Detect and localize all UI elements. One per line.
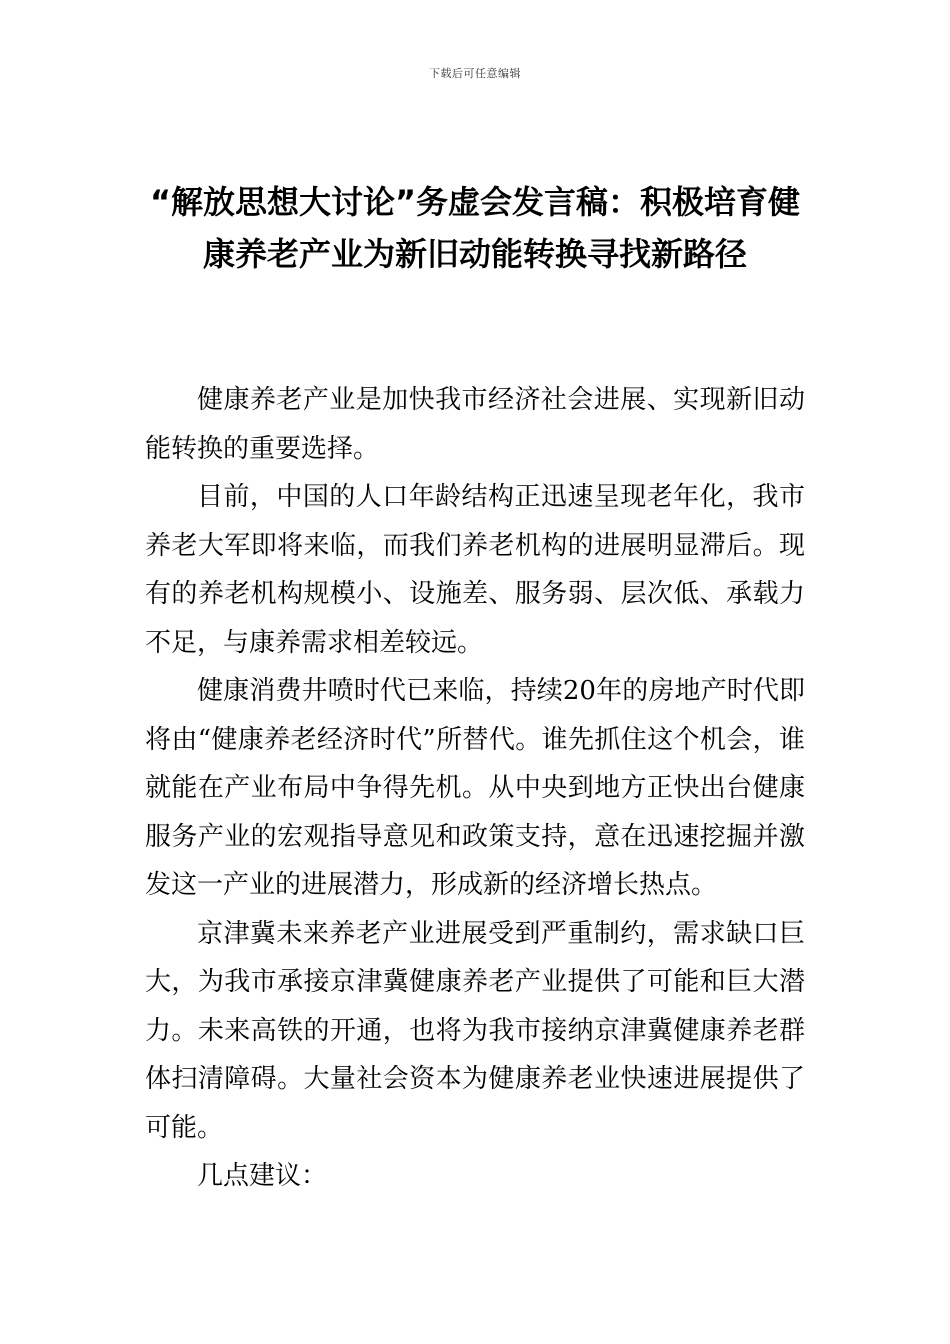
document-title: “解放思想大讨论”务虚会发言稿：积极培育健康养老产业为新旧动能转换寻找新路径: [149, 183, 801, 273]
body-paragraph-4: 京津冀未来养老产业进展受到严重制约，需求缺口巨大，为我市承接京津冀健康养老产业提供了可能和巨大潜力。未来高铁的开通，也将为我市接纳京津冀健康养老群体扫清障碍。大量社会资本为健康养老业快速进展提供了可能。: [145, 918, 805, 1143]
body-paragraph-5: 几点建议：: [197, 1161, 328, 1191]
body-paragraph-3: 健康消费井喷时代已来临，持续20年的房地产时代即将由“健康养老经济时代”所替代。谁先抓住这个机会，谁就能在产业布局中争得先机。从中央到地方正快出台健康服务产业的宏观指导意见和政策支持，意在迅速挖掘并激发这一产业的进展潜力，形成新的经济增长热点。: [145, 676, 805, 900]
body-paragraph-2: 目前，中国的人口年龄结构正迅速呈现老年化，我市养老大军即将来临，而我们养老机构的进展明显滞后。现有的养老机构规模小、设施差、服务弱、层次低、承载力不足，与康养需求相差较远。: [145, 482, 805, 658]
page-header-note: 下载后可任意编辑: [429, 67, 521, 80]
document-body: [145, 376, 805, 1201]
body-paragraph-1: 健康养老产业是加快我市经济社会进展、实现新旧动能转换的重要选择。: [145, 385, 805, 464]
